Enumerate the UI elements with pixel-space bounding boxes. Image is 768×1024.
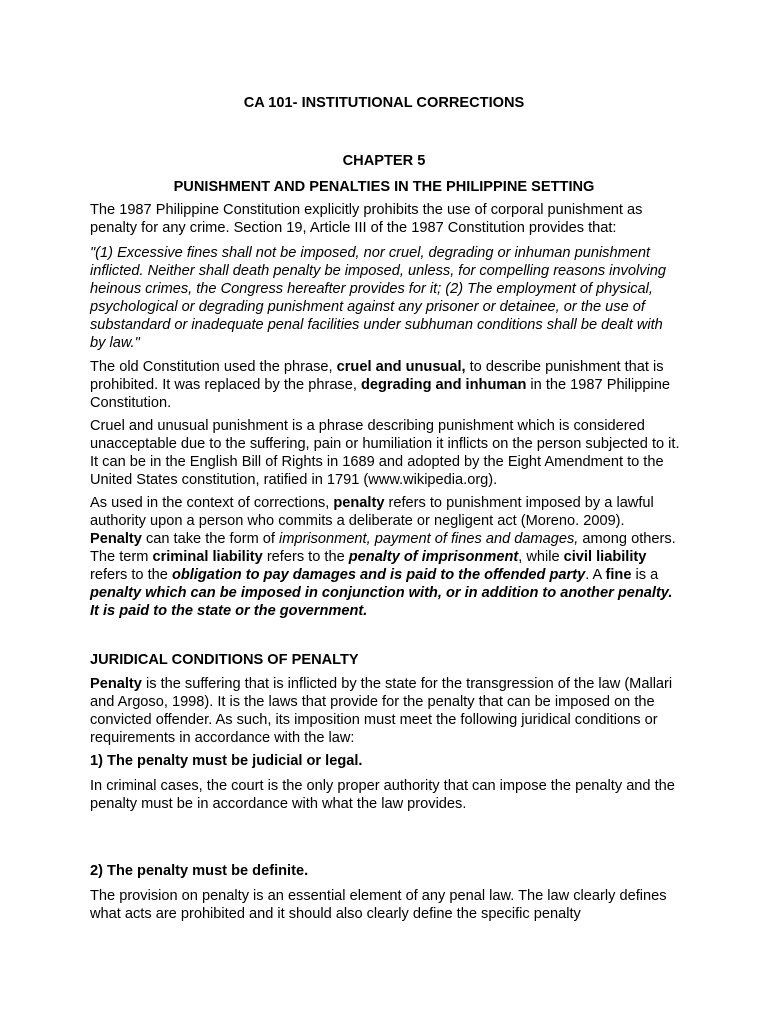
term-fine: fine bbox=[605, 567, 632, 583]
text: can take the form of bbox=[141, 531, 280, 547]
condition-1-heading: 1) The penalty must be judicial or legal. bbox=[90, 753, 363, 769]
chapter-number: CHAPTER 5 bbox=[342, 153, 426, 169]
term-degrading-inhuman: degrading and inhuman bbox=[360, 377, 527, 393]
chapter-title: PUNISHMENT AND PENALTIES IN THE PHILIPPINE SETTING bbox=[173, 179, 595, 195]
condition-1-text: In criminal cases, the court is the only proper authority that can impose the penalty and the penalty must be in accordance with what the law provides. bbox=[90, 778, 675, 812]
text: to describe punishment that is prohibited. It was replaced by the phrase, bbox=[90, 359, 664, 393]
text: refers to punishment imposed by a lawful authority upon a person who commits a deliberate or negligent act (Moreno. 2009). bbox=[90, 495, 654, 529]
text: is a bbox=[631, 567, 659, 583]
fine-definition: penalty which can be imposed in conjunction with, or in addition to another penalty. It is paid to the state or the government. bbox=[90, 585, 673, 619]
text: in the 1987 Philippine Constitution. bbox=[90, 377, 670, 411]
penalty-forms: imprisonment, payment of fines and damages, bbox=[279, 531, 579, 547]
paragraph-constitution-intro: The 1987 Philippine Constitution explicitly prohibits the use of corporal punishment as penalty for any crime. Section 19, Article III of the 1987 Constitution provides that: bbox=[90, 202, 643, 236]
text: As used in the context of corrections, bbox=[90, 495, 334, 511]
text: . A bbox=[585, 567, 606, 583]
text: The old Constitution used the phrase, bbox=[90, 359, 337, 375]
term-penalty: penalty bbox=[333, 495, 385, 511]
text: refers to the bbox=[90, 567, 172, 583]
paragraph-penalty-definition bbox=[90, 494, 680, 620]
condition-2-heading: 2) The penalty must be definite. bbox=[90, 863, 309, 879]
term-penalty-imprisonment: penalty of imprisonment bbox=[348, 549, 519, 565]
text: among others. The term bbox=[90, 531, 676, 565]
text: , while bbox=[518, 549, 564, 565]
paragraph-juridical-conditions bbox=[90, 675, 680, 747]
paragraph-old-constitution bbox=[90, 358, 680, 412]
section-heading-juridical: JURIDICAL CONDITIONS OF PENALTY bbox=[90, 652, 359, 668]
term-criminal-liability: criminal liability bbox=[152, 549, 263, 565]
term-penalty: Penalty bbox=[90, 676, 142, 692]
constitution-quote: "(1) Excessive fines shall not be imposed, nor cruel, degrading or inhuman punishment inflicted. Neither shall death penalty be imposed, unless, for compelling reasons involving heinous crimes, the Congress hereafter provides for it; (2) The employment of physical, psychological or degrading punishment against any prisoner or detainee, or the use of substandard or inadequate penal facilities under subhuman conditions shall be dealt with by law." bbox=[90, 245, 666, 351]
paragraph-cruel-unusual: Cruel and unusual punishment is a phrase describing punishment which is considered unacceptable due to the suffering, pain or humiliation it inflicts on the person subjected to it. It can be in the English Bill of Rights in 1689 and adopted by the Eight Amendment to the United States constitution, ratified in 1791 (www.wikipedia.org). bbox=[90, 418, 680, 488]
term-penalty: Penalty bbox=[90, 531, 142, 547]
term-obligation: obligation to pay damages and is paid to the offended party bbox=[171, 567, 586, 583]
text: refers to the bbox=[262, 549, 349, 565]
condition-2-text: The provision on penalty is an essential element of any penal law. The law clearly defines what acts are prohibited and it should also clearly define the specific penalty bbox=[90, 888, 667, 922]
term-civil-liability: civil liability bbox=[563, 549, 647, 565]
term-cruel-unusual: cruel and unusual, bbox=[336, 359, 466, 375]
course-title: CA 101- INSTITUTIONAL CORRECTIONS bbox=[243, 95, 525, 111]
text: is the suffering that is inflicted by the state for the transgression of the law (Mallari and Argoso, 1998). It is the laws that provide for the penalty that can be imposed on the convicted offender. As such, its imposition must meet the following juridical conditions or requirements in accordance with the law: bbox=[90, 676, 673, 746]
